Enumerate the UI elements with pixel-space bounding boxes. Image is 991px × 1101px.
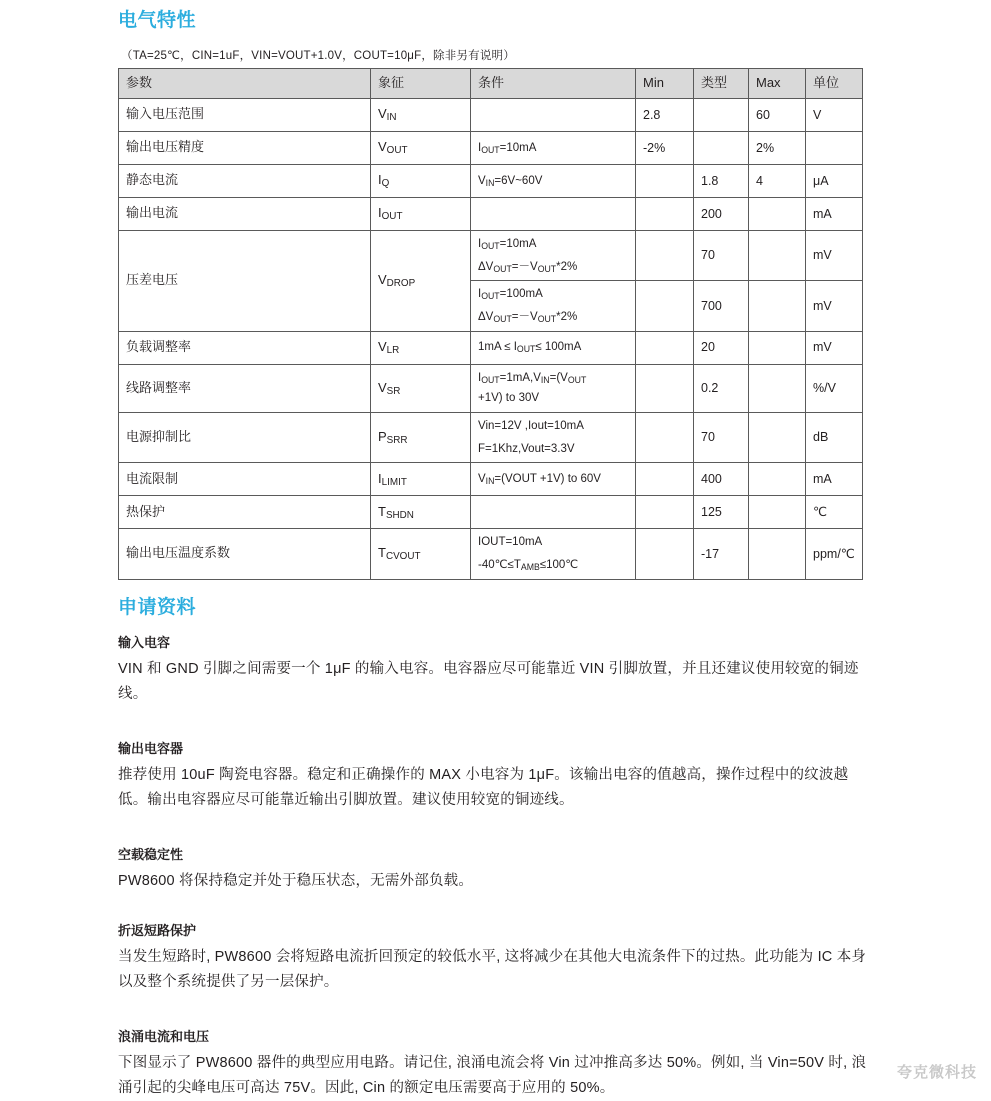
cell-min <box>636 412 694 462</box>
cell-conditions: $I_{OUT}=10mA$ <box>471 131 636 164</box>
cell-typ: 0.2 <box>694 364 749 412</box>
cell-unit: ppm/℃ <box>806 529 863 579</box>
th-symbol: 象征 <box>371 69 471 99</box>
cell-unit: μA <box>806 164 863 197</box>
cell-min <box>636 529 694 579</box>
sub-heading: 空载稳定性 <box>118 847 184 862</box>
cell-typ: 70 <box>694 230 749 280</box>
th-min: Min <box>636 69 694 99</box>
cell-max <box>749 331 806 364</box>
cell-symbol: $I_{LIMIT}$ <box>371 463 471 496</box>
cell-unit: mA <box>806 197 863 230</box>
cell-conditions: $I_{OUT}=1mA,V_{IN}=(V_{OUT}$ +1V) to 30V <box>471 364 636 412</box>
cell-min <box>636 364 694 412</box>
cell-conditions <box>471 496 636 529</box>
sub-heading: 折返短路保护 <box>118 923 197 938</box>
cell-conditions: Vin=12V ,Iout=10mA F=1Khz,Vout=3.3V <box>471 412 636 462</box>
cell-unit: mV <box>806 230 863 280</box>
cell-parameter: 输出电压温度系数 <box>119 529 371 579</box>
cell-conditions: $V_{IN}=(VOUT +1V)$ to 60V <box>471 463 636 496</box>
cell-min: -2% <box>636 131 694 164</box>
cell-parameter: 输出电流 <box>119 197 371 230</box>
cell-parameter: 热保护 <box>119 496 371 529</box>
sub-heading: 输入电容 <box>118 635 171 650</box>
cell-max <box>749 364 806 412</box>
body-paragraph: VIN 和 GND 引脚之间需要一个 1μF 的输入电容。电容器应尽可能靠近 VIN 引脚放置，并且还建议使用较宽的铜迹线。 <box>118 661 859 702</box>
cell-parameter: 静态电流 <box>119 164 371 197</box>
electrical-characteristics-table <box>118 68 863 580</box>
apply-block-surge-current-voltage <box>118 1026 874 1101</box>
cell-unit: %/V <box>806 364 863 412</box>
body-paragraph: PW8600 将保持稳定并处于稳压状态，无需外部负载。 <box>118 873 474 889</box>
sub-heading: 输出电容器 <box>118 741 184 756</box>
cell-max: 2% <box>749 131 806 164</box>
cell-symbol: $V_{IN}$ <box>371 98 471 131</box>
cell-unit: mV <box>806 331 863 364</box>
th-parameter: 参数 <box>119 69 371 99</box>
cell-min <box>636 164 694 197</box>
cell-typ: 20 <box>694 331 749 364</box>
cell-max: 60 <box>749 98 806 131</box>
test-conditions-note: （TA=25℃，CIN=1uF，VIN=VOUT+1.0V，COUT=10μF，除非另有说明） <box>121 50 515 62</box>
cell-parameter: 电流限制 <box>119 463 371 496</box>
cell-symbol: $T_{CVOUT}$ <box>371 529 471 579</box>
cell-conditions: $1mA \le I_{OUT}\le 100mA$ <box>471 331 636 364</box>
table-row <box>119 412 863 462</box>
apply-block-input-capacitor <box>118 632 874 707</box>
th-unit: 单位 <box>806 69 863 99</box>
cell-parameter: 负载调整率 <box>119 331 371 364</box>
cell-typ: 125 <box>694 496 749 529</box>
th-conditions: 条件 <box>471 69 636 99</box>
cell-parameter: 线路调整率 <box>119 364 371 412</box>
cell-unit <box>806 131 863 164</box>
cell-max <box>749 496 806 529</box>
cell-max <box>749 281 806 331</box>
cell-min <box>636 230 694 280</box>
cell-parameter: 输出电压精度 <box>119 131 371 164</box>
apply-block-output-capacitor <box>118 738 874 813</box>
cell-conditions: IOUT=10mA $-40℃\le T_{AMB}\le 100℃$ <box>471 529 636 579</box>
cell-typ: -17 <box>694 529 749 579</box>
cell-typ: 70 <box>694 412 749 462</box>
table-row <box>119 164 863 197</box>
cell-min <box>636 331 694 364</box>
body-paragraph: 推荐使用 10uF 陶瓷电容器。稳定和正确操作的 MAX 小电容为 1μF。该输出电容的值越高，操作过程中的纹波越低。输出电容器应尽可能靠近输出引脚放置。建议使用较宽的铜迹线。 <box>118 767 849 808</box>
cell-conditions: $I_{OUT}=10mA$ $\Delta V_{OUT}=-V_{OUT}*2\%$ <box>471 230 636 280</box>
cell-max <box>749 463 806 496</box>
section-title-electrical: 电气特性 <box>118 10 197 31</box>
cell-min <box>636 463 694 496</box>
cell-max <box>749 230 806 280</box>
cell-min <box>636 496 694 529</box>
cell-unit: dB <box>806 412 863 462</box>
table-row <box>119 98 863 131</box>
table-row <box>119 131 863 164</box>
table-row <box>119 331 863 364</box>
cell-conditions: $I_{OUT}=100mA$ $\Delta V_{OUT}=-V_{OUT}*2\%$ <box>471 281 636 331</box>
cell-typ: 1.8 <box>694 164 749 197</box>
table-row <box>119 529 863 579</box>
section-title-apply: 申请资料 <box>118 597 197 618</box>
cell-unit: mA <box>806 463 863 496</box>
cell-conditions <box>471 98 636 131</box>
cell-parameter: 压差电压 <box>119 230 371 331</box>
apply-block-foldback-short-protection <box>118 920 874 995</box>
table-header-row <box>119 69 863 99</box>
th-max: Max <box>749 69 806 99</box>
body-paragraph: 下图显示了 PW8600 器件的典型应用电路。请记住, 浪涌电流会将 Vin 过冲推高多达 50%。例如, 当 Vin=50V 时, 浪涌引起的尖峰电压可高达 75V。因此, Cin 的额定电压需要高于应用的 50%。 <box>118 1055 867 1096</box>
watermark: 夸克微科技 <box>896 1064 977 1081</box>
cell-typ: 700 <box>694 281 749 331</box>
cell-symbol: $V_{SR}$ <box>371 364 471 412</box>
table-row <box>119 230 863 280</box>
cell-parameter: 输入电压范围 <box>119 98 371 131</box>
cell-typ <box>694 98 749 131</box>
cell-parameter: 电源抑制比 <box>119 412 371 462</box>
cell-min: 2.8 <box>636 98 694 131</box>
cell-typ: 200 <box>694 197 749 230</box>
body-paragraph: 当发生短路时, PW8600 会将短路电流折回预定的较低水平, 这将减少在其他大电流条件下的过热。此功能为 IC 本身以及整个系统提供了另一层保护。 <box>118 949 867 990</box>
th-typ: 类型 <box>694 69 749 99</box>
table-row <box>119 496 863 529</box>
cell-symbol: $V_{OUT}$ <box>371 131 471 164</box>
cell-symbol: $I_{OUT}$ <box>371 197 471 230</box>
cell-symbol: $V_{DROP}$ <box>371 230 471 331</box>
cell-symbol: $P_{SRR}$ <box>371 412 471 462</box>
cell-symbol: $I_Q$ <box>371 164 471 197</box>
cell-symbol: $T_{SHDN}$ <box>371 496 471 529</box>
sub-heading: 浪涌电流和电压 <box>118 1029 210 1044</box>
cell-max <box>749 529 806 579</box>
cell-max <box>749 197 806 230</box>
table-row <box>119 364 863 412</box>
cell-min <box>636 281 694 331</box>
table-row <box>119 197 863 230</box>
cell-typ <box>694 131 749 164</box>
cell-unit: ℃ <box>806 496 863 529</box>
cell-conditions: $V_{IN}=6V\sim 60V$ <box>471 164 636 197</box>
apply-block-no-load-stability <box>118 844 874 894</box>
cell-max <box>749 412 806 462</box>
cell-symbol: $V_{LR}$ <box>371 331 471 364</box>
cell-min <box>636 197 694 230</box>
cell-typ: 400 <box>694 463 749 496</box>
cell-unit: V <box>806 98 863 131</box>
cell-conditions <box>471 197 636 230</box>
cell-max: 4 <box>749 164 806 197</box>
cell-unit: mV <box>806 281 863 331</box>
table-row <box>119 463 863 496</box>
